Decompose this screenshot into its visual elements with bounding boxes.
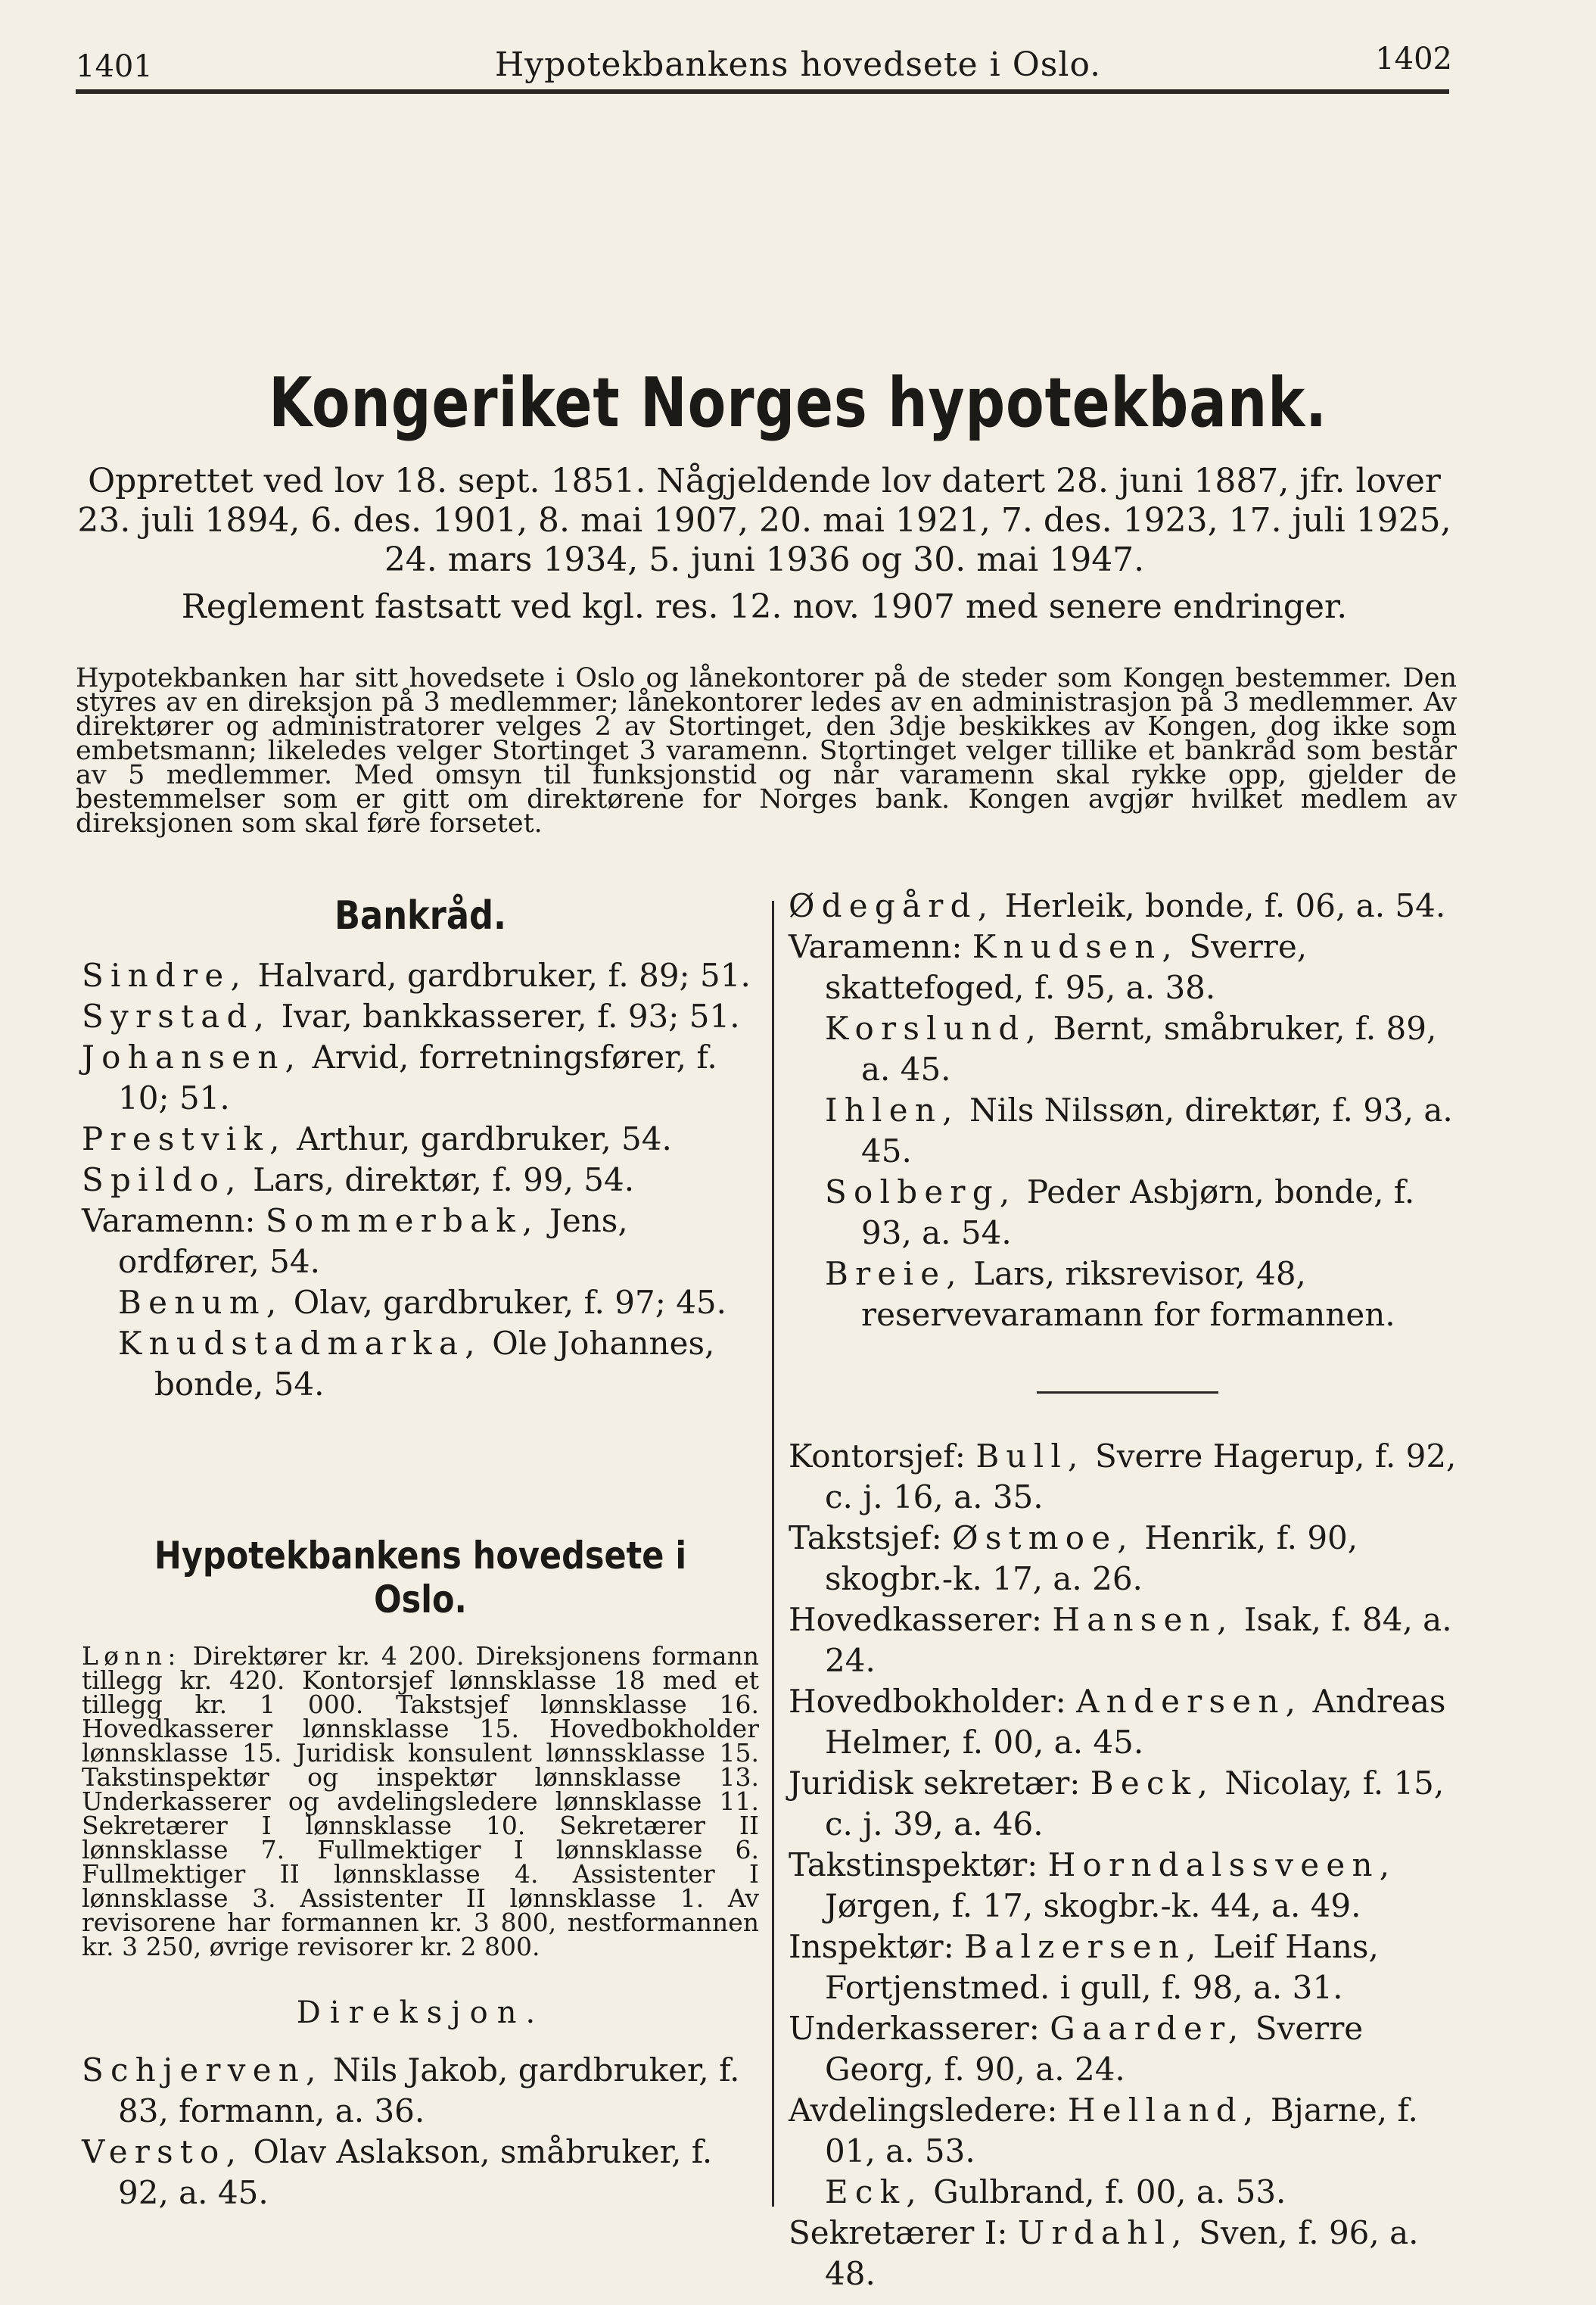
person-surname: Johansen, (82, 1039, 303, 1076)
person-surname: Balzersen, (964, 1928, 1203, 1965)
direksjon-varamann (789, 1008, 1466, 1090)
direksjon-member (82, 2050, 759, 2132)
person-details: Jens, ordfører, 54. (118, 1202, 628, 1280)
person-surname: Ihlen, (825, 1092, 960, 1129)
column-divider (772, 901, 774, 2207)
person-details: Lars, riksrevisor, 48, reservevaramann for formannen. (861, 1255, 1395, 1333)
page-header (0, 42, 1596, 95)
staff-entry (789, 1599, 1466, 1681)
person-details: Ole Johannes, bonde, 54. (154, 1325, 715, 1403)
person-details: Jørgen, f. 17, skogbr.-k. 44, a. 49. (825, 1887, 1361, 1924)
person-details: Sven, f. 96, a. 48. (825, 2214, 1419, 2292)
direksjon-varamann (789, 1172, 1466, 1254)
section-divider (1037, 1391, 1218, 1394)
entry-title: Sekretærer I: (789, 2214, 1018, 2251)
person-details: Ivar, bankkasserer, f. 93; 51. (271, 998, 740, 1035)
person-details: Sverre Georg, f. 90, a. 24. (825, 2010, 1364, 2088)
left-column (82, 893, 759, 2213)
entry-title: Avdelingsledere: (789, 2092, 1068, 2129)
person-surname: Andersen, (1076, 1683, 1303, 1720)
entry-title: Underkasserer: (789, 2010, 1050, 2047)
person-details: Halvard, gardbruker, f. 89; 51. (247, 957, 751, 994)
person-details: Nils Jakob, gardbruker, f. 83, formann, a. 36. (118, 2051, 740, 2129)
person-details: Olav Aslakson, småbruker, f. 92, a. 45. (118, 2133, 713, 2211)
direksjon-varamann (789, 1254, 1466, 1335)
direksjon-member (82, 2132, 759, 2213)
person-surname: Korslund, (825, 1010, 1044, 1047)
person-details: Olav, gardbruker, f. 97; 45. (283, 1284, 726, 1321)
entry-title: Takstsjef: (789, 1519, 953, 1556)
person-details: Lars, direktør, f. 99, 54. (242, 1161, 635, 1198)
page-number-right: 1402 (1375, 42, 1452, 76)
person-details: Henrik, f. 90, skogbr.-k. 17, a. 26. (825, 1519, 1358, 1597)
person-surname: Prestvik, (82, 1120, 287, 1157)
entry-title: Juridisk sekretær: (789, 1765, 1090, 1802)
founding-info (76, 462, 1453, 580)
person-surname: Gaarder, (1050, 2010, 1246, 2047)
founding-line: 23. juli 1894, 6. des. 1901, 8. mai 1907, 20. mai 1921, 7. des. 1923, 17. juli 1925, (77, 501, 1451, 540)
entry-title: Hovedkasserer: (789, 1601, 1053, 1638)
entry-title: Hovedbokholder: (789, 1683, 1077, 1720)
running-title: Hypotekbankens hovedsete i Oslo. (494, 45, 1102, 84)
person-surname: Benum, (118, 1284, 284, 1321)
page-number-left: 1401 (76, 49, 153, 84)
staff-entry (789, 2090, 1466, 2172)
organisation-paragraph: Hypotekbanken har sitt hovedsete i Oslo og lånekontorer på de steder som Kongen bestemmer. Den styres av en direksjon på 3 medlemmer; lånekontorer ledes av en administrasjon på 3 medlemmer. Av direktører og administratorer velges 2 av Stortinget, den 3dje beskikkes av Kongen, dog ikke som embetsmann; likeledes velger Stortinget 3 varamenn. Stortinget velger tillike et bankråd som består av 5 medlemmer. Med omsyn til funksjonstid og når varamenn skal rykke opp, gjelder de bestemmelser som er gitt om direktørene for Norges bank. Kongen avgjør hvilket medlem av direksjonen som skal føre forsetet. (76, 663, 1457, 839)
direksjon-varamann (789, 927, 1466, 1008)
person-surname: Horndalssveen, (1047, 1846, 1397, 1883)
bankraad-member (82, 1119, 759, 1160)
person-surname: Beck, (1090, 1765, 1215, 1802)
staff-entry (789, 1927, 1466, 2008)
page-title: Kongeriket Norges hypotekbank. (269, 363, 1327, 443)
direksjon-heading: Direksjon. (296, 1995, 545, 2030)
person-surname: Schjerven, (82, 2051, 323, 2089)
entry-title: Takstinspektør: (789, 1846, 1048, 1883)
bankraad-list (82, 955, 759, 1405)
direksjon-varamann (789, 1090, 1466, 1172)
right-column (789, 886, 1466, 2294)
entry-title: Kontorsjef: (789, 1438, 976, 1475)
direksjon-list-right (789, 886, 1466, 1335)
person-surname: Helland, (1067, 2092, 1261, 2129)
person-details: Peder Asbjørn, bonde, f. 93, a. 54. (861, 1173, 1415, 1251)
person-surname: Urdahl, (1017, 2214, 1189, 2251)
person-details: Bjarne, f. 01, a. 53. (825, 2092, 1418, 2170)
person-details: Nils Nilssøn, direktør, f. 93, a. 45. (861, 1092, 1453, 1170)
staff-entry (789, 1681, 1466, 1763)
founding-line: 24. mars 1934, 5. juni 1936 og 30. mai 1947. (384, 540, 1145, 579)
person-surname: Ødegård, (789, 887, 995, 924)
person-details: Arvid, forretningsfører, f. 10; 51. (118, 1039, 717, 1117)
person-surname: Spildo, (82, 1161, 243, 1198)
person-surname: Bull, (975, 1438, 1085, 1475)
entry-label: Varamenn: (789, 928, 972, 965)
bankraad-heading: Bankråd. (334, 893, 507, 939)
person-details: Arthur, gardbruker, 54. (286, 1120, 672, 1157)
entry-title: Inspektør: (789, 1928, 965, 1965)
person-surname: Sommerbak, (265, 1202, 540, 1239)
entry-label: Varamenn: (82, 1202, 266, 1239)
bankraad-member (82, 1037, 759, 1119)
person-surname: Hansen, (1052, 1601, 1234, 1638)
person-surname: Østmoe, (952, 1519, 1135, 1556)
person-details: Andreas Helmer, f. 00, a. 45. (825, 1683, 1446, 1761)
person-surname: Knudstadmarka, (118, 1325, 482, 1362)
person-surname: Sindre, (82, 957, 248, 994)
staff-entry (789, 1763, 1466, 1845)
person-surname: Knudsen, (972, 928, 1180, 965)
person-details: Bernt, småbruker, f. 89, a. 45. (861, 1010, 1437, 1088)
staff-entry (789, 1518, 1466, 1599)
person-details: Isak, f. 84, a. 24. (825, 1601, 1452, 1679)
person-details: Nicolay, f. 15, c. j. 39, a. 46. (825, 1765, 1445, 1842)
person-surname: Versto, (82, 2133, 244, 2170)
direksjon-list-left (82, 2050, 759, 2213)
bankraad-member (82, 996, 759, 1037)
staff-entry (789, 2008, 1466, 2090)
salary-label: Lønn: (82, 1641, 182, 1671)
person-details: Leif Hans, Fortjenstmed. i gull, f. 98, a. 31. (825, 1928, 1379, 2006)
bankraad-member (82, 955, 759, 996)
staff-entry (789, 1436, 1466, 1518)
salary-paragraph (82, 1641, 759, 1961)
person-surname: Eck, (825, 2173, 923, 2210)
bankraad-varamann (82, 1201, 759, 1282)
person-surname: Solberg, (825, 1173, 1017, 1210)
header-rule (76, 89, 1449, 94)
bankraad-varamann (82, 1282, 759, 1323)
person-details: Sverre, skattefoged, f. 95, a. 38. (825, 928, 1308, 1006)
staff-entry (789, 1845, 1466, 1927)
staff-entry (789, 2213, 1466, 2294)
staff-list (789, 1436, 1466, 2294)
person-details: Sverre Hagerup, f. 92, c. j. 16, a. 35. (825, 1438, 1457, 1515)
hovedsete-heading: Hypotekbankens hovedsete i Oslo. (154, 1534, 687, 1621)
reglement-line: Reglement fastsatt ved kgl. res. 12. nov. 1907 med senere endringer. (181, 587, 1348, 626)
bankraad-member (82, 1160, 759, 1201)
person-details: Herleik, bonde, f. 06, a. 54. (994, 887, 1446, 924)
founding-line: Opprettet ved lov 18. sept. 1851. Någjeldende lov datert 28. juni 1887, jfr. lover (88, 462, 1441, 500)
direksjon-member (789, 886, 1466, 927)
person-details: Gulbrand, f. 00, a. 53. (922, 2173, 1286, 2210)
salary-text: Direktører kr. 4 200. Direksjonens formann tillegg kr. 420. Kontorsjef lønnsklasse 18 med et tillegg kr. 1 000. Takstsjef lønnsklasse 16. Hovedkasserer lønnsklasse 15. Hovedbokholder lønnsklasse 15. Juridisk konsulent lønnssklasse 15. Takstinspektør og inspektør lønnsklasse 13. Underkasserer og avdelingsledere lønnsklasse 11. Sekretærer I lønnsklasse 10. Sekretærer II lønnsklasse 7. Fullmektiger I lønnsklasse 6. Fullmektiger II lønnsklasse 4. Assistenter I lønnsklasse 3. Assistenter II lønnsklasse 1. Av revisorene har formannen kr. 3 800, nestformannen kr. 3 250, øvrige revisorer kr. 2 800. (82, 1641, 759, 1961)
bankraad-varamann (82, 1323, 759, 1405)
staff-entry (789, 2172, 1466, 2213)
person-surname: Syrstad, (82, 998, 272, 1035)
person-surname: Breie, (825, 1255, 963, 1292)
